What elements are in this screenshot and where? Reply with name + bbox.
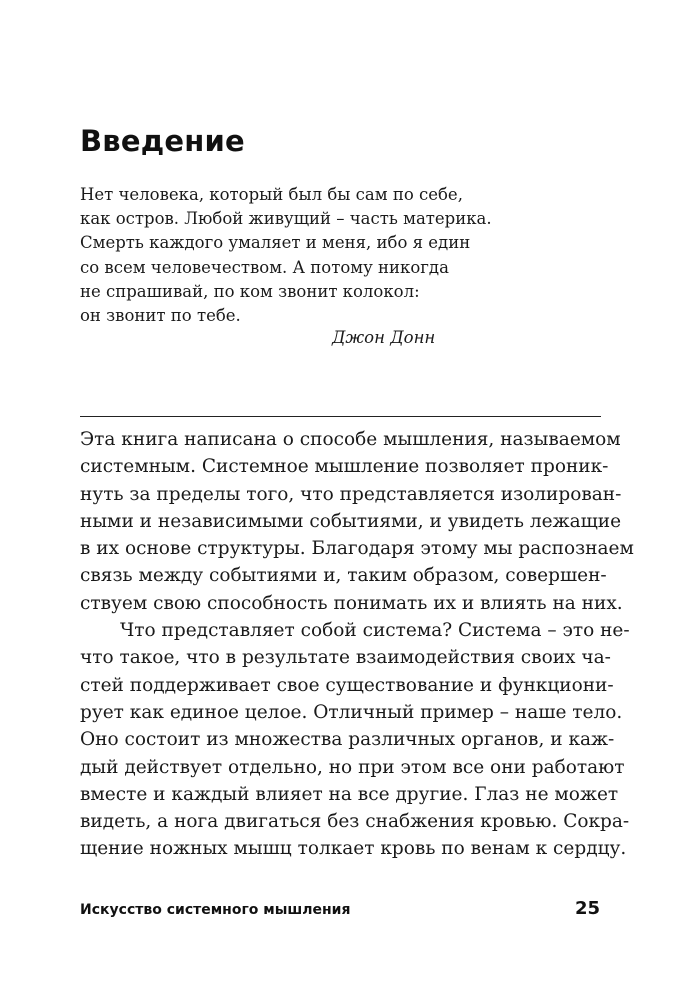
body-line: ствуем свою способность понимать их и влиять на них. bbox=[80, 592, 623, 614]
body-line: ными и независимыми событиями, и увидеть лежащие bbox=[80, 510, 622, 532]
epigraph-line: он звонит по тебе. bbox=[80, 306, 241, 326]
body-line: нуть за пределы того, что представляется изолирован- bbox=[80, 483, 622, 505]
section-divider bbox=[80, 416, 601, 417]
running-footer-title: Искусство системного мышления bbox=[80, 902, 351, 918]
epigraph-line: как остров. Любой живущий – часть материка. bbox=[80, 209, 492, 229]
body-line: в их основе структуры. Благодаря этому мы распознаем bbox=[80, 538, 634, 560]
body-line: вместе и каждый влияет на все другие. Глаз не может bbox=[80, 783, 619, 805]
epigraph-line: не спрашивай, по ком звонит колокол: bbox=[80, 281, 420, 301]
body-line: стей поддерживает свое существование и функциони- bbox=[80, 674, 614, 696]
body-line: Что представляет собой система? Система – это не- bbox=[120, 620, 630, 642]
body-line: видеть, а нога двигаться без снабжения кровью. Сокра- bbox=[80, 811, 630, 833]
body-line: дый действует отдельно, но при этом все они работают bbox=[80, 756, 625, 778]
body-line: что такое, что в результате взаимодействия своих ча- bbox=[80, 647, 611, 669]
body-line: связь между событиями и, таким образом, совершен- bbox=[80, 565, 607, 587]
epigraph-author: Джон Донн bbox=[332, 328, 436, 347]
page-number: 25 bbox=[574, 898, 600, 919]
chapter-title: Введение bbox=[80, 124, 245, 158]
body-line: системным. Системное мышление позволяет проник- bbox=[80, 456, 609, 478]
body-line: Оно состоит из множества различных органов, и каж- bbox=[80, 729, 615, 751]
body-line: щение ножных мышц толкает кровь по венам к сердцу. bbox=[80, 838, 627, 860]
epigraph-line: Смерть каждого умаляет и меня, ибо я един bbox=[80, 233, 471, 253]
epigraph-line: со всем человечеством. А потому никогда bbox=[80, 257, 449, 277]
body-line: Эта книга написана о способе мышления, называемом bbox=[80, 429, 621, 450]
epigraph-line: Нет человека, который был бы сам по себе, bbox=[80, 185, 463, 204]
body-line: рует как единое целое. Отличный пример – наше тело. bbox=[80, 701, 623, 723]
epigraph bbox=[80, 183, 492, 328]
body-text bbox=[80, 426, 634, 863]
